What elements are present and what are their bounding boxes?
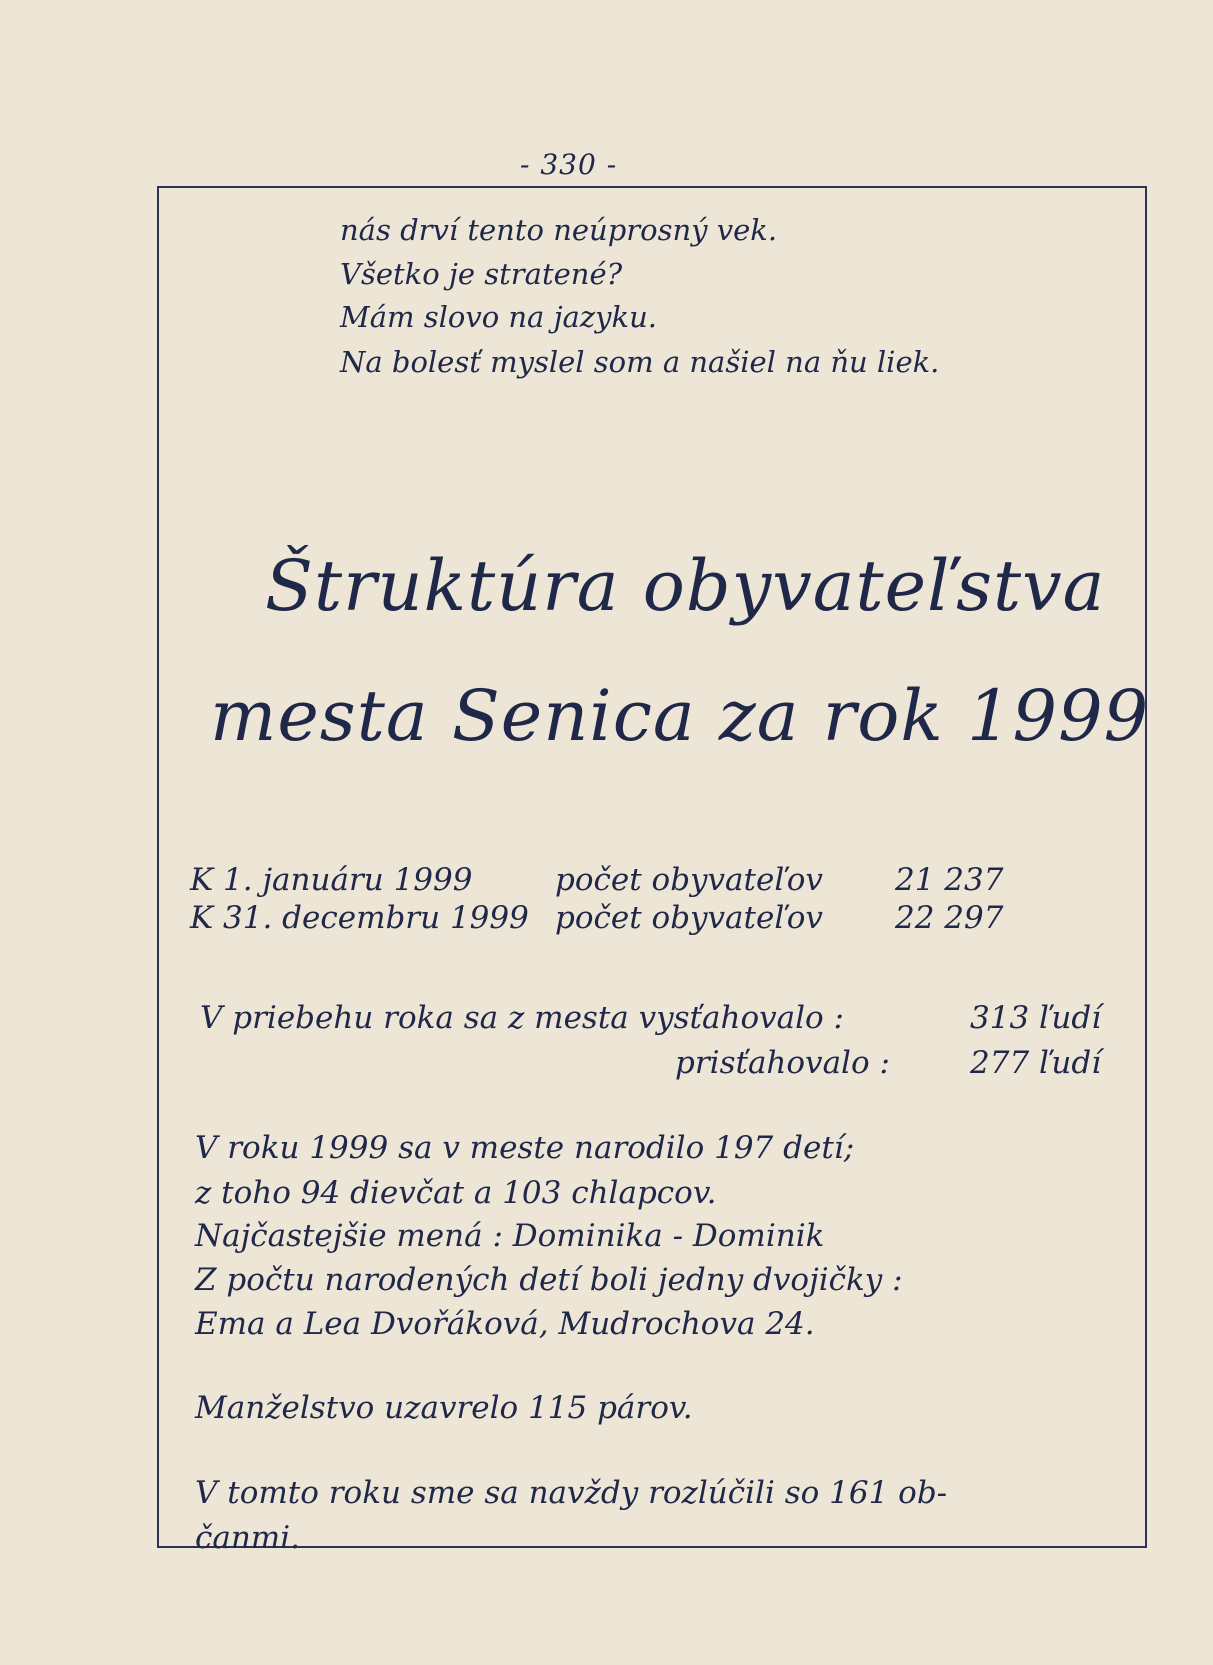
migration-in-text: prisťahovalo : [675,1045,890,1081]
births-line-3: Najčastejšie mená : Dominika - Dominik [195,1218,825,1254]
migration-out-text: V priebehu roka sa z mesta vysťahovalo : [200,1000,844,1036]
births-line-1: V roku 1999 sa v meste narodilo 197 detí; [195,1130,855,1166]
population-dec-desc: počet obyvateľov [555,900,823,936]
births-line-5: Ema a Lea Dvořáková, Mudrochova 24. [195,1306,815,1342]
deaths-line-2: čanmi. [195,1520,300,1556]
poem-line-2: Všetko je stratené? [340,257,623,291]
population-jan-desc: počet obyvateľov [555,862,823,898]
migration-out-value: 313 ľudí [970,1000,1102,1036]
poem-line-3: Mám slovo na jazyku. [340,300,657,334]
population-dec-value: 22 297 [895,900,1004,936]
title-line-1: Štruktúra obyvateľstva [265,545,1106,627]
population-jan-label: K 1. januáru 1999 [190,862,473,898]
population-dec-label: K 31. decembru 1999 [190,900,529,936]
poem-line-4: Na bolesť myslel som a našiel na ňu liek. [340,345,940,379]
births-line-2: z toho 94 dievčat a 103 chlapcov. [195,1175,717,1211]
poem-line-1: nás drví tento neúprosný vek. [340,213,778,247]
deaths-line-1: V tomto roku sme sa navždy rozlúčili so 161 ob- [195,1475,948,1511]
births-line-4: Z počtu narodených detí boli jedny dvojičky : [195,1262,903,1298]
title-line-2: mesta Senica za rok 1999 [210,675,1150,757]
page-number: - 330 - [520,148,618,181]
population-jan-value: 21 237 [895,862,1004,898]
marriages-line: Manželstvo uzavrelo 115 párov. [195,1390,693,1426]
migration-in-value: 277 ľudí [970,1045,1102,1081]
